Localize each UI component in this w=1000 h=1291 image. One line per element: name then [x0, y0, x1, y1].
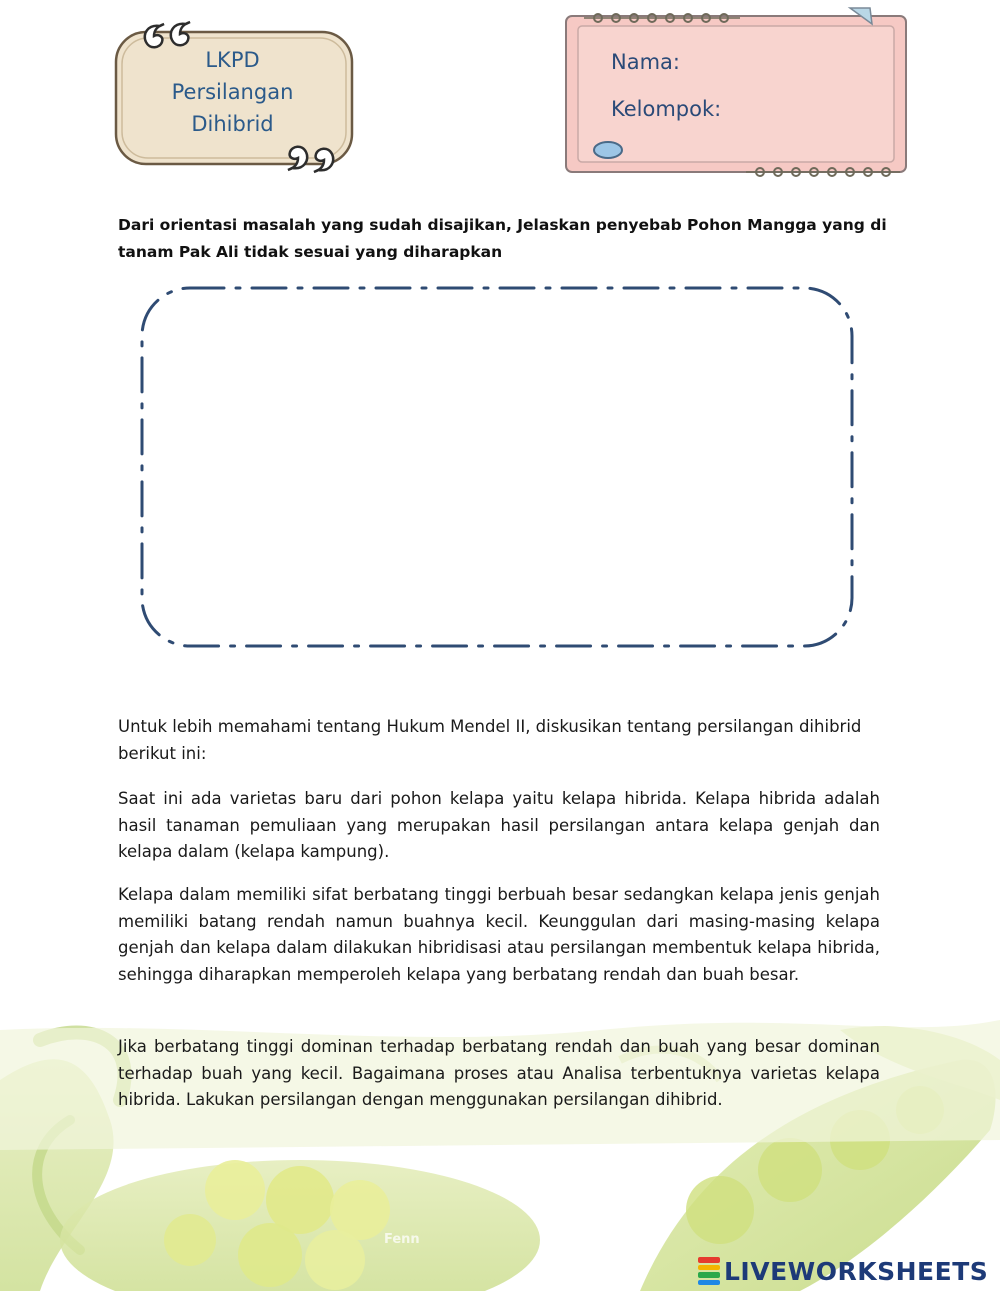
paragraph-traits: Kelapa dalam memiliki sifat berbatang tinggi berbuah besar sedangkan kelapa jenis genjah memiliki batang rendah namun buahnya kecil. Keunggulan dari masing-masing kelapa genjah dan kelapa dalam dilakukan hibridisasi atau persilangan membentuk kelapa hibrida, sehingga diharapkan memperoleh kelapa yang berbatang rendah dan buah besar. — [118, 885, 880, 984]
answer-input[interactable] — [140, 286, 854, 648]
notebook-icon — [560, 4, 915, 184]
worksheet-title — [150, 44, 315, 140]
name-label: Nama: — [611, 50, 680, 74]
watermark-text: Fenn — [384, 1232, 420, 1247]
intro-paragraph: Untuk lebih memahami tentang Hukum Mendel II, diskusikan tentang persilangan dihibrid berikut ini: — [118, 717, 862, 763]
group-label: Kelompok: — [611, 97, 722, 121]
liveworksheets-brand: LIVEWORKSHEETS — [724, 1256, 989, 1286]
title-line-2: Persilangan — [171, 80, 294, 104]
question-text: Dari orientasi masalah yang sudah disajikan, Jelaskan penyebab Pohon Mangga yang di tanam Pak Ali tidak sesuai yang diharapkan — [118, 216, 887, 261]
paragraph-task: Jika berbatang tinggi dominan terhadap berbatang rendah dan buah yang besar dominan terhadap buah yang kecil. Bagaimana proses atau Analisa terbentuknya varietas kelapa hibrida. Lakukan persilangan dengan menggunakan persilangan dihibrid. — [118, 1037, 880, 1109]
title-line-1: LKPD — [205, 48, 260, 72]
paragraph-hybrid-coconut: Saat ini ada varietas baru dari pohon kelapa yaitu kelapa hibrida. Kelapa hibrida adalah hasil tanaman pemuliaan yang merupakan hasil persilangan antara kelapa genjah dan kelapa dalam (kelapa kampung). — [118, 789, 880, 861]
title-line-3: Dihibrid — [191, 112, 274, 136]
liveworksheets-mark-icon — [698, 1256, 720, 1286]
liveworksheets-logo — [698, 1254, 988, 1288]
